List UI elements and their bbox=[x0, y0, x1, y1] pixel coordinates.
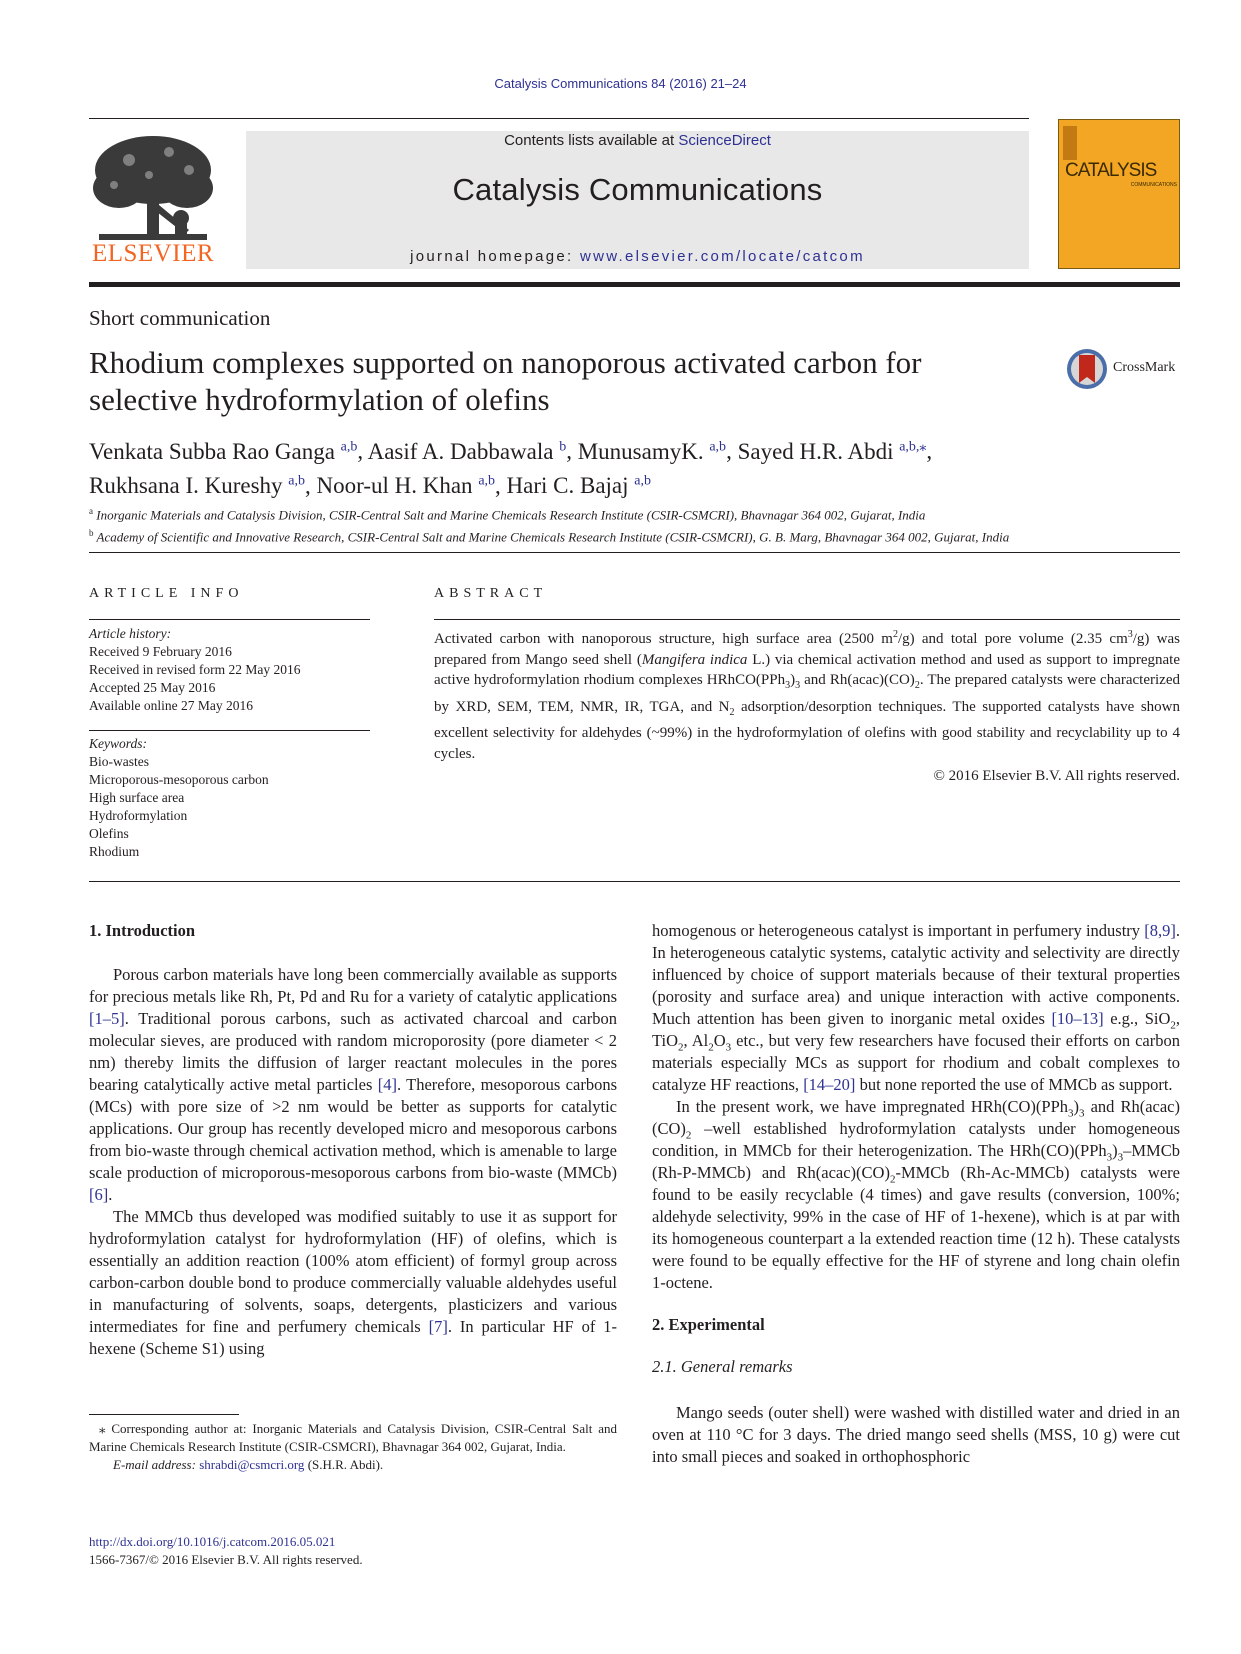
abstract-copyright: © 2016 Elsevier B.V. All rights reserved. bbox=[933, 768, 1180, 784]
article-title: Rhodium complexes supported on nanoporous activated carbon for selective hydroformylation of olefins bbox=[89, 345, 922, 417]
footnote-rule bbox=[89, 1414, 239, 1415]
homepage-link[interactable]: www.elsevier.com/locate/catcom bbox=[579, 248, 865, 265]
journal-title: Catalysis Communications bbox=[452, 172, 823, 207]
homepage-line bbox=[246, 248, 1029, 265]
keyword: Bio-wastes bbox=[89, 754, 149, 769]
keywords bbox=[89, 735, 370, 861]
keyword: Olefins bbox=[89, 826, 129, 841]
section-heading: 2. Experimental bbox=[652, 1315, 765, 1334]
crossmark-icon bbox=[1065, 347, 1109, 391]
header-rule bbox=[89, 118, 1029, 119]
history-item: Received in revised form 22 May 2016 bbox=[89, 662, 301, 677]
header-thick-rule bbox=[89, 282, 1180, 287]
body-column-right bbox=[652, 920, 1180, 1468]
author[interactable]: Hari C. Bajaj $^{a,b}$ bbox=[506, 473, 651, 499]
keyword: High surface area bbox=[89, 790, 185, 805]
crossmark-label: CrossMark bbox=[1113, 360, 1176, 375]
history-item: Received 9 February 2016 bbox=[89, 644, 232, 659]
author[interactable]: Rukhsana I. Kureshy $^{a,b}$ bbox=[89, 473, 306, 499]
author[interactable]: Noor-ul H. Khan $^{a,b}$ bbox=[316, 473, 496, 499]
abstract-heading: ABSTRACT bbox=[434, 586, 548, 601]
author[interactable]: Sayed H.R. Abdi $^{a,b,⁎}$ bbox=[737, 438, 927, 464]
journal-cover[interactable] bbox=[1058, 119, 1180, 269]
issn-line: 1566-7367/© 2016 Elsevier B.V. All rights reserved. bbox=[89, 1552, 363, 1567]
affiliation: $^b$ Academy of Scientific and Innovative Research, CSIR-Central Salt and Marine Chemicals Research Institute (CSIR-CSMCRI), G. B. Marg, Bhavnagar 364 002, Gujarat, India bbox=[89, 528, 1010, 545]
contents-prefix: Contents lists available at bbox=[504, 132, 679, 149]
affiliations bbox=[89, 502, 1180, 547]
section-rule bbox=[89, 881, 1180, 882]
info-rule bbox=[89, 730, 370, 731]
footnote bbox=[89, 1420, 617, 1474]
sciencedirect-link[interactable]: ScienceDirect bbox=[678, 132, 771, 149]
corresponding-note: ⁎ Corresponding author at: Inorganic Materials and Catalysis Division, CSIR-Central Salt and Marine Chemicals Research Institute (CSIR-CSMCRI), Bhavnagar 364 002, Gujarat, India. bbox=[89, 1421, 617, 1454]
citation-link[interactable]: [14–20] bbox=[803, 1075, 856, 1094]
email-link[interactable]: shrabdi@csmcri.org bbox=[199, 1457, 305, 1472]
cover-subtitle: COMMUNICATIONS bbox=[1130, 182, 1177, 188]
section-heading: 1. Introduction bbox=[89, 921, 196, 940]
body-column-left bbox=[89, 920, 617, 1360]
paragraph: homogenous or heterogeneous catalyst is important in perfumery industry [8,9]. In heterogeneous catalytic systems, catalytic activity and selectivity are directly influenced by choice of support materials because of their textural properties (porosity and surface area) and unique interaction with active components. Much attention has been given to inorganic metal oxides [10–13] e.g., SiO$_2$, TiO$_2$, $Al_2O_3$ etc., but very few researchers have focused their efforts on carbon materials especially MCs as support for rhodium and cobalt complexes to catalyze HF reactions, [14–20] but none reported the use of MMCb as support. bbox=[652, 921, 1181, 1094]
article-history bbox=[89, 625, 370, 715]
affiliation: $^a$ Inorganic Materials and Catalysis Division, CSIR-Central Salt and Marine Chemicals Research Institute (CSIR-CSMCRI), Bhavnagar 364 002, Gujarat, India bbox=[89, 506, 926, 523]
author-list: Venkata Subba Rao Ganga $^{a,b}$, Aasif A. Dabbawala $^b$, MunusamyK. $^{a,b}$, Sayed H.R. Abdi $^{a,b,⁎}$, Rukhsana I. Kureshy $^{a,b}$, Noor-ul H. Khan $^{a,b}$, Hari C. Bajaj $^{a,b}$ bbox=[89, 438, 933, 499]
doi-link[interactable]: http://dx.doi.org/10.1016/j.catcom.2016.05.021 bbox=[89, 1534, 336, 1549]
contents-line bbox=[246, 132, 1029, 149]
section-rule bbox=[89, 552, 1180, 553]
crossmark-badge[interactable] bbox=[1065, 353, 1183, 397]
keywords-label: Keywords: bbox=[89, 736, 147, 751]
homepage-prefix: journal homepage: bbox=[410, 248, 580, 265]
abstract-text: Activated carbon with nanoporous structure, high surface area (2500 $m^2/g$) and total pore volume (2.35 $cm^3/g$) was prepared from Mango seed shell (Mangifera indica L.) via chemical activation method and used as support to impregnate active hydroformylation rhodium complexes $HRhCO(PPh_3)_3$ and $Rh(acac)(CO)_2$. The prepared catalysts were characterized by XRD, SEM, TEM, NMR, IR, TGA, and $N_2$ adsorption/desorption techniques. The supported catalysts have shown excellent selectivity for aldehydes (~99%) in the hydroformylation of olefins with good stability and recyclability up to 4 cycles. © 2016 Elsevier B.V. All rights reserved. bbox=[434, 625, 1180, 787]
citation-link[interactable]: [7] bbox=[428, 1317, 448, 1336]
paragraph: Porous carbon materials have long been commercially available as supports for precious metals like Rh, Pt, Pd and Ru for a variety of catalytic applications [1–5]. Traditional porous carbons, such as activated charcoal and carbon molecular sieves, are produced with random microporosity (pore diameter < 2 nm) thereby limits the diffusion of larger reactant molecules in the pores bearing catalytically active metal particles [4]. Therefore, mesoporous carbons (MCs) with pore size of >2 nm would be better as supports for catalytic applications. Our group has recently developed micro and mesoporous carbons from bio-waste through chemical activation method, which is amenable to large scale production of microporous-mesoporous carbons from bio-waste (MMCb) [6]. bbox=[89, 965, 617, 1204]
article-type: Short communication bbox=[89, 306, 271, 330]
history-label: Article history: bbox=[89, 626, 172, 641]
cover-title: CATALYSIS bbox=[1065, 160, 1157, 181]
elsevier-wordmark: ELSEVIER bbox=[91, 240, 215, 267]
citation-link[interactable]: [6] bbox=[89, 1185, 109, 1204]
author[interactable]: Aasif A. Dabbawala $^b$ bbox=[367, 438, 567, 464]
citation-link[interactable]: [4] bbox=[377, 1075, 397, 1094]
citation-link[interactable]: [8,9] bbox=[1144, 921, 1176, 940]
doi-block bbox=[89, 1533, 363, 1569]
cover-spine-mark bbox=[1063, 126, 1077, 160]
paragraph: In the present work, we have impregnated $HRh(CO)(PPh_3)_3$ and $Rh(acac)(CO)_2$ –well established hydroformylation catalysts under homogeneous condition, in MMCb for their heterogenization. The $HRh(CO)(PPh_3)_3$–MMCb (Rh-P-MMCb) and $Rh(acac)(CO)_2$-MMCb (Rh-Ac-MMCb) catalysts were found to be easily recyclable (4 times) and gave results (conversion, 100%; aldehyde selectivity, 99% in the case of HF of 1-hexene), which is at par with its homogeneous counterpart a la extended reaction time (12 h). These catalysts were found to be equally effective for the HF of styrene and long chain olefin 1-octene. bbox=[652, 1097, 1180, 1292]
citation-link[interactable]: [1–5] bbox=[89, 1009, 125, 1028]
journal-reference[interactable]: Catalysis Communications 84 (2016) 21–24 bbox=[494, 76, 747, 91]
keyword: Hydroformylation bbox=[89, 808, 188, 823]
history-item: Available online 27 May 2016 bbox=[89, 698, 253, 713]
author[interactable]: MunusamyK. $^{a,b}$ bbox=[577, 438, 727, 464]
elsevier-logo[interactable] bbox=[89, 130, 217, 272]
article-info-heading: ARTICLE INFO bbox=[89, 586, 244, 601]
abstract-rule bbox=[434, 619, 1180, 620]
history-item: Accepted 25 May 2016 bbox=[89, 680, 216, 695]
email-note: E-mail address: shrabdi@csmcri.org (S.H.R. Abdi). bbox=[113, 1457, 384, 1472]
paragraph: Mango seeds (outer shell) were washed with distilled water and dried in an oven at 110 °C for 3 days. The dried mango seed shells (MSS, 10 g) were cut into small pieces and soaked in orthophosphoric bbox=[652, 1403, 1180, 1466]
citation-link[interactable]: [10–13] bbox=[1051, 1009, 1104, 1028]
subsection-heading: 2.1. General remarks bbox=[652, 1357, 793, 1376]
info-rule bbox=[89, 619, 370, 620]
keyword: Microporous-mesoporous carbon bbox=[89, 772, 269, 787]
author[interactable]: Venkata Subba Rao Ganga $^{a,b}$ bbox=[89, 438, 358, 464]
keyword: Rhodium bbox=[89, 844, 140, 859]
paragraph: The MMCb thus developed was modified suitably to use it as support for hydroformylation catalyst for hydroformylation (HF) of olefins, which is essentially an addition reaction (100% atom efficient) of formyl group across carbon-carbon double bond to produce commercially valuable aldehydes useful in manufacturing of solvents, soaps, detergents, plasticizers and various intermediates for fine and perfumery chemicals [7]. In particular HF of 1-hexene (Scheme S1) using bbox=[89, 1207, 617, 1358]
